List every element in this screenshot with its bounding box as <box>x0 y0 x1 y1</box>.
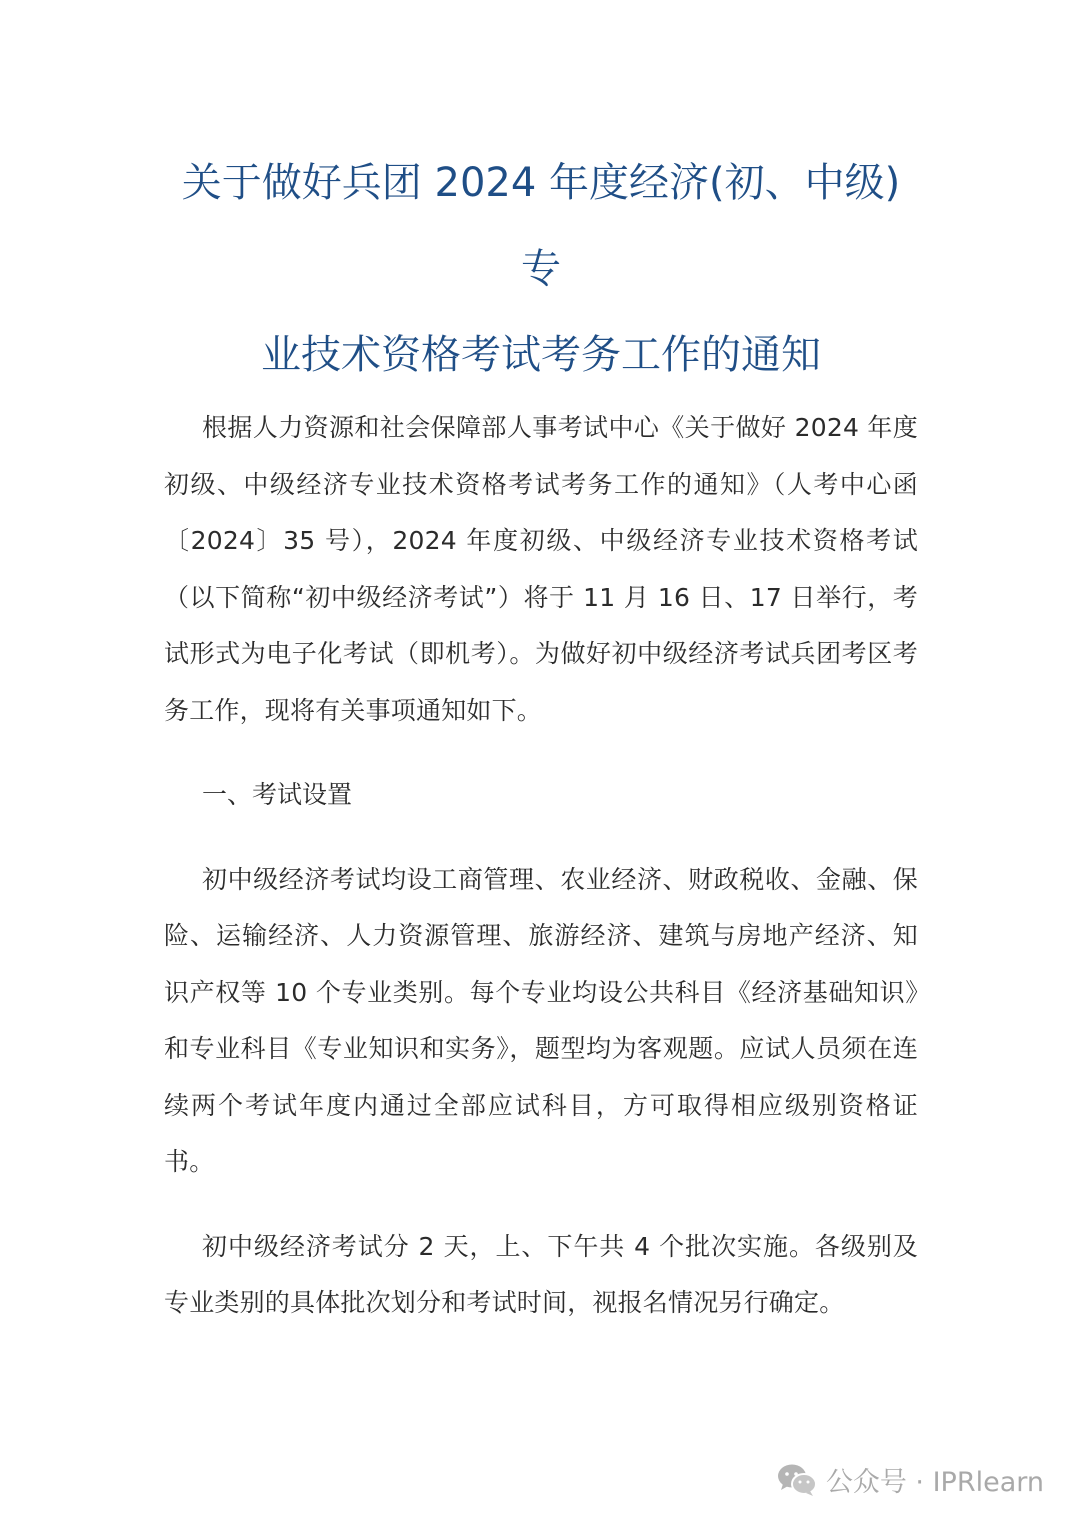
wechat-icon <box>776 1462 818 1498</box>
notice-document <box>164 140 918 1332</box>
section-heading-exam-setup: 一、考试设置 <box>202 780 353 809</box>
exam-setup-paragraph-1: 初中级经济考试均设工商管理、农业经济、财政税收、金融、保险、运输经济、人力资源管理、旅游经济、建筑与房地产经济、知识产权等 10 个专业类别。每个专业均设公共科目《经济基础知识》和专业科目《专业知识和实务》，题型均为客观题。应试人员须在连续两个考试年度内通过全部应试科目，方可取得相应级别资格证书。 <box>164 864 918 1176</box>
watermark <box>776 1460 1044 1499</box>
title-line-2: 业技术资格考试考务工作的通知 <box>261 332 821 378</box>
title-line-1: 关于做好兵团 2024 年度经济(初、中级)专 <box>181 160 901 292</box>
exam-setup-paragraph-2: 初中级经济考试分 2 天，上、下午共 4 个批次实施。各级别及专业类别的具体批次划分和考试时间，视报名情况另行确定。 <box>164 1231 918 1317</box>
watermark-text: 公众号 · IPRlearn <box>825 1467 1044 1498</box>
intro-paragraph: 根据人力资源和社会保障部人事考试中心《关于做好 2024 年度初级、中级经济专业技术资格考试考务工作的通知》（人考中心函〔2024〕35 号），2024 年度初级、中级经济专业技术资格考试（以下简称“初中级经济考试”）将于 11 月 16 日、17 日举行，考试形式为电子化考试（即机考）。为做好初中级经济考试兵团考区考务工作，现将有关事项通知如下。 <box>164 413 918 725</box>
document-title <box>164 140 918 398</box>
